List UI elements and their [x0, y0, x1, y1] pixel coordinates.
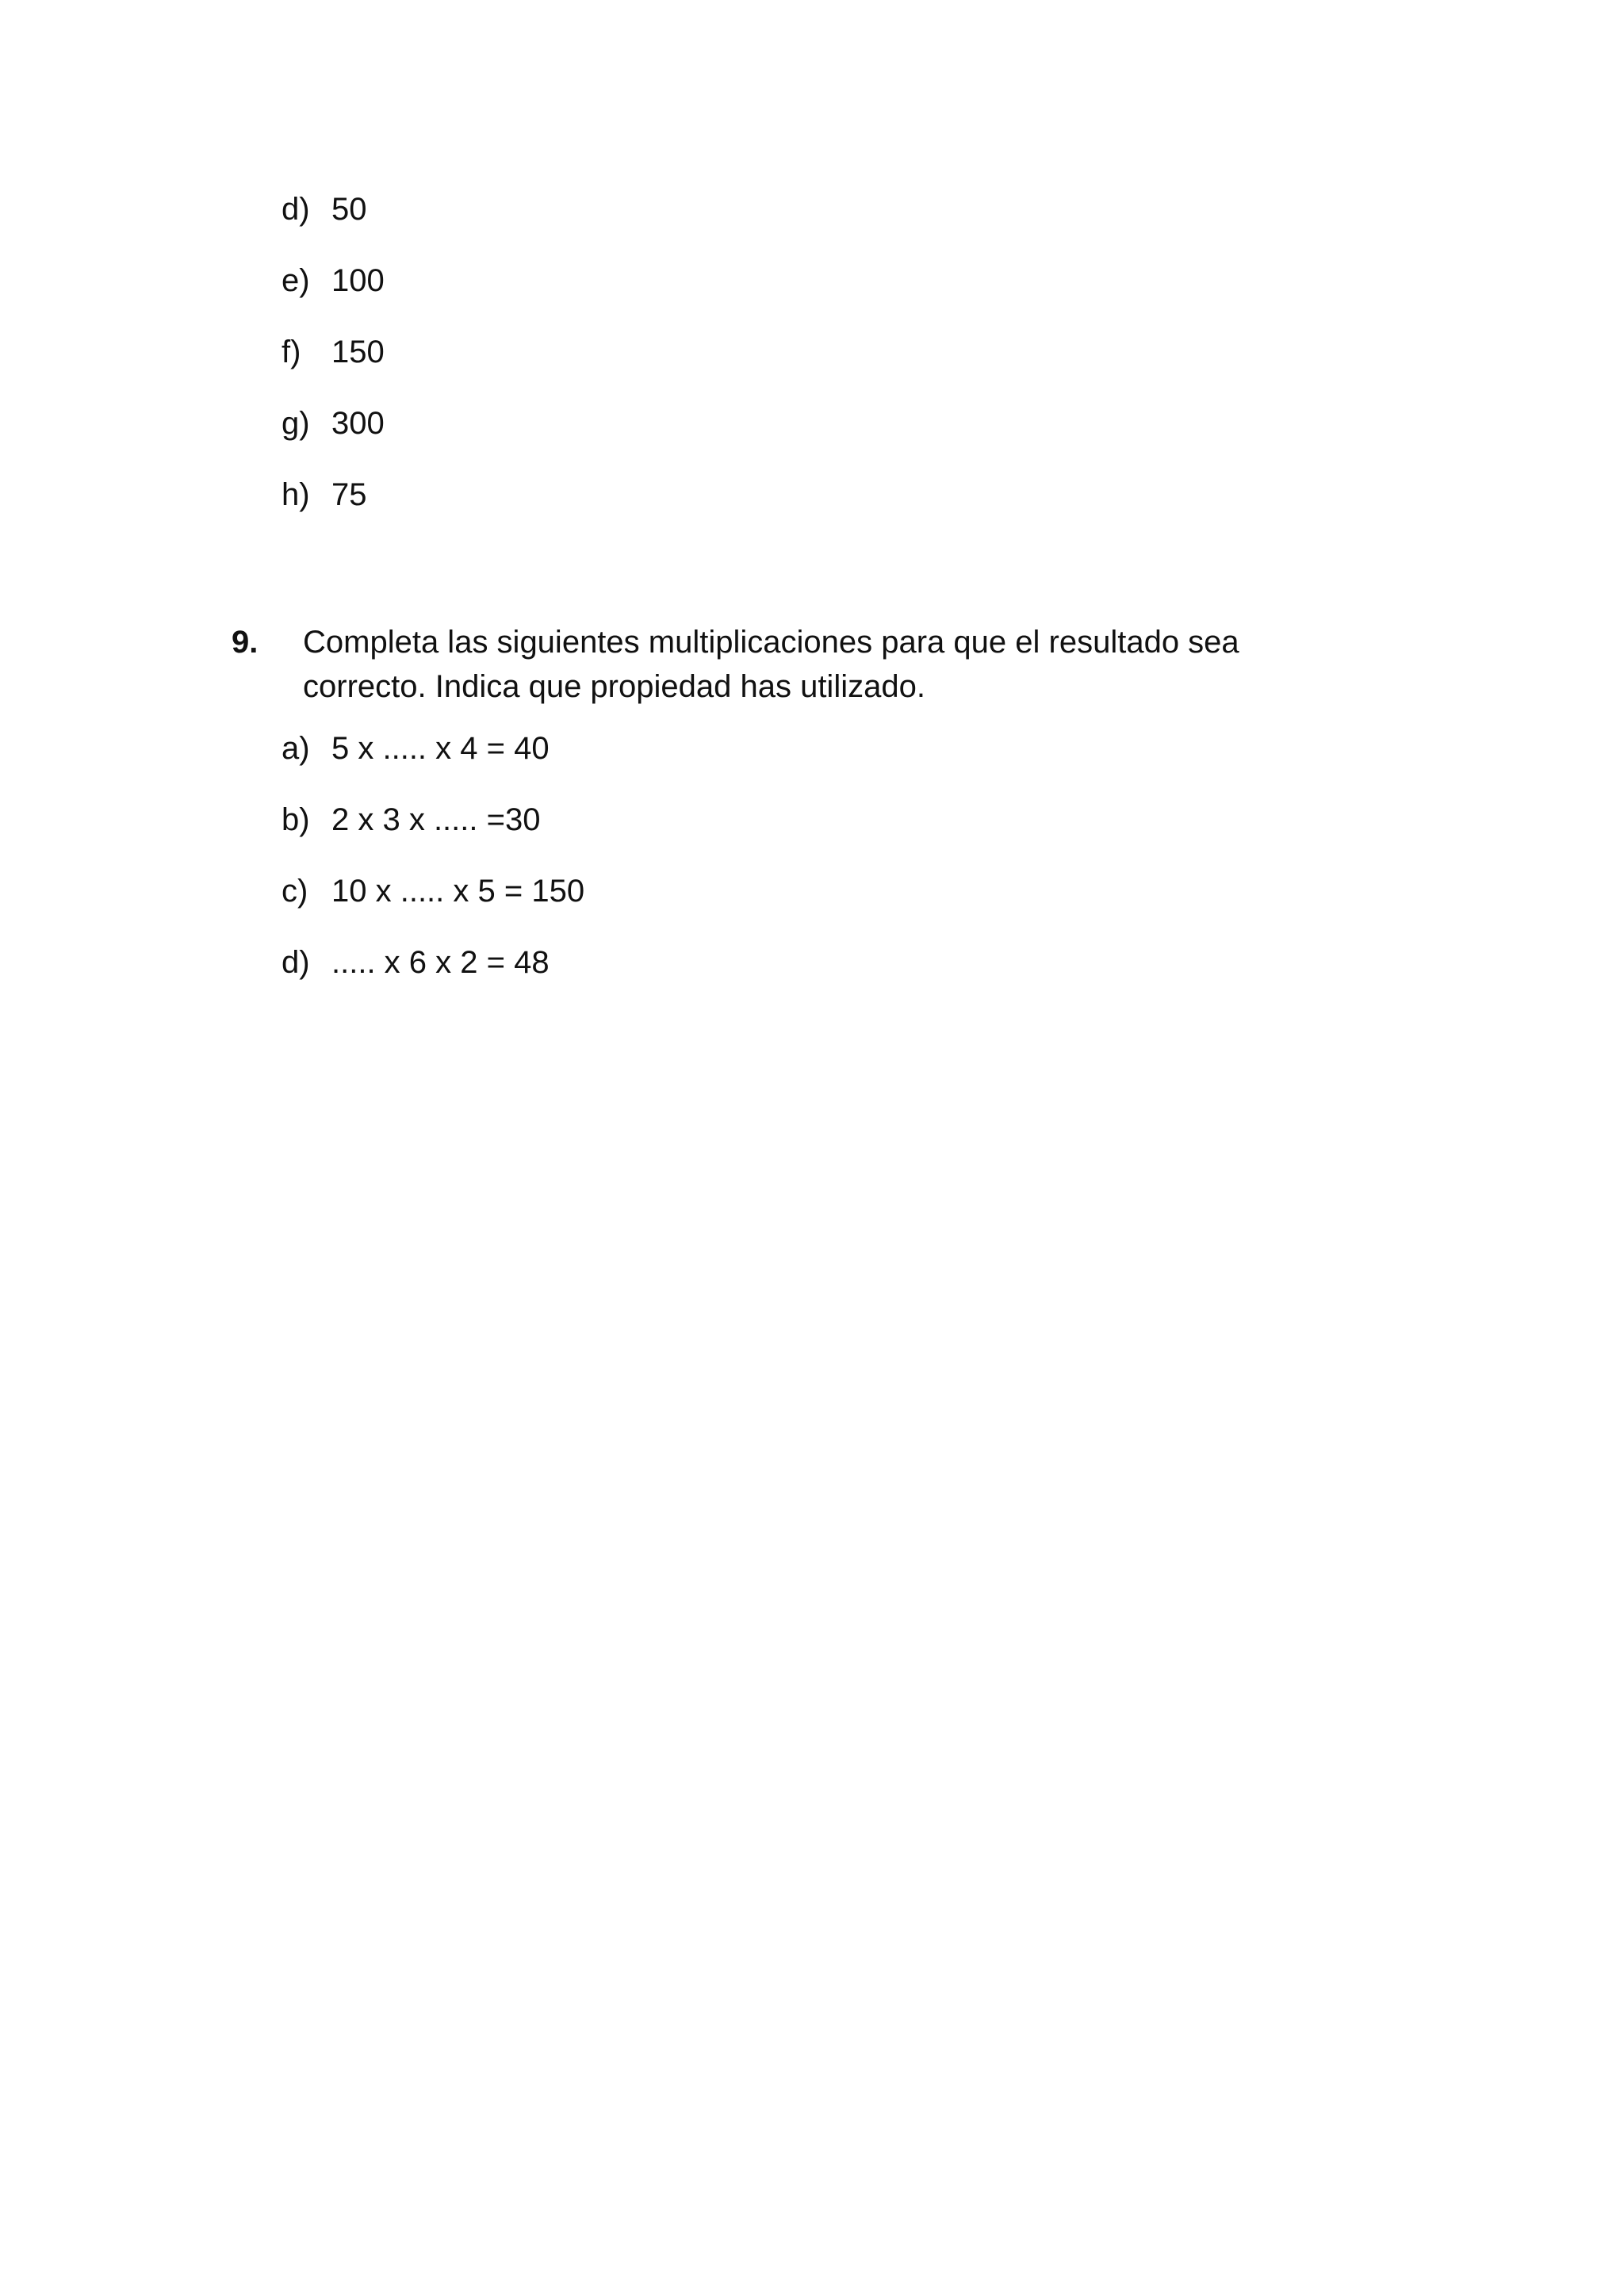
item-value: 50	[331, 192, 367, 227]
item-letter: a)	[282, 731, 310, 766]
item-value: 100	[331, 263, 385, 298]
item-letter: h)	[282, 477, 310, 512]
item-letter: g)	[282, 406, 310, 441]
multiplication-list	[282, 729, 584, 1015]
question-text	[303, 620, 1294, 709]
question-number: 9.	[232, 625, 259, 660]
item-letter: f)	[282, 335, 301, 369]
list-item	[282, 801, 584, 872]
item-letter: b)	[282, 802, 310, 837]
item-value: 75	[331, 477, 367, 512]
list-item	[282, 872, 584, 943]
item-value: ..... x 6 x 2 = 48	[331, 945, 550, 980]
list-item	[282, 262, 385, 333]
question-line: correcto. Indica que propiedad has utilizado.	[303, 669, 925, 704]
item-letter: d)	[282, 192, 310, 227]
item-value: 10 x ..... x 5 = 150	[331, 874, 585, 909]
item-letter: e)	[282, 263, 310, 298]
answer-options-list	[282, 190, 385, 547]
question-line: Completa las siguientes multiplicaciones para que el resultado sea	[303, 625, 1239, 660]
list-item	[282, 404, 385, 476]
item-value: 5 x ..... x 4 = 40	[331, 731, 550, 766]
list-item	[282, 729, 584, 801]
list-item	[282, 333, 385, 404]
list-item	[282, 190, 385, 262]
question-9	[232, 620, 1342, 709]
item-value: 150	[331, 335, 385, 369]
item-letter: c)	[282, 874, 308, 909]
item-value: 2 x 3 x ..... =30	[331, 802, 541, 837]
list-item	[282, 943, 584, 1015]
item-value: 300	[331, 406, 385, 441]
list-item	[282, 476, 385, 547]
item-letter: d)	[282, 945, 310, 980]
